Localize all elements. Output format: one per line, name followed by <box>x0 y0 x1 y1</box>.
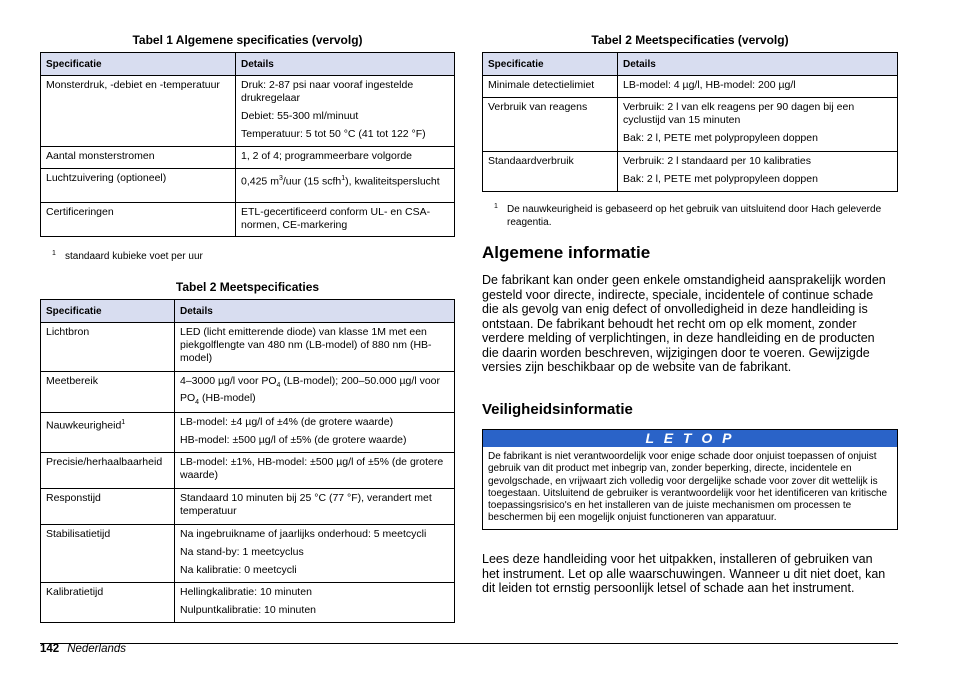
details-line: HB-model: ±500 µg/l of ±5% (de grotere waarde) <box>180 434 407 447</box>
spec-cell: Responstijd <box>41 489 175 525</box>
table-row <box>41 323 455 372</box>
column-header: Details <box>175 300 455 323</box>
details-line: Temperatuur: 5 tot 50 °C (41 tot 122 °F) <box>241 128 426 140</box>
details-cell <box>618 98 898 152</box>
details-line: Bak: 2 l, PETE met polypropyleen doppen <box>623 173 818 185</box>
spec-cell: Kalibratietijd <box>41 583 175 623</box>
caution-box <box>482 429 898 530</box>
details-cell: ETL-gecertificeerd conform UL- en CSA-normen, CE-markering <box>236 203 455 237</box>
details-line: Nulpuntkalibratie: 10 minuten <box>180 604 316 617</box>
superscript: 3 <box>278 175 283 182</box>
details-cell <box>618 152 898 192</box>
details-line: Debiet: 55-300 ml/minuut <box>241 110 359 122</box>
column-header: Specificatie <box>483 53 618 76</box>
details-cell <box>175 583 455 623</box>
safety-info-text: Lees deze handleiding voor het uitpakken, installeren of gebruiken van het instrument. Let op alle waarschuwingen. Wanneer u dit niet doet, kan dit leiden tot ernstig persoonlijk letsel of schade aan het instrument. <box>482 552 886 595</box>
table-row <box>41 489 455 525</box>
details-line: Na ingebruikname of jaarlijks onderhoud: 5 meetcycli <box>180 528 427 541</box>
caution-text: De fabrikant is niet verantwoordelijk voor enige schade door onjuist toepassen of onjuist gebruik van dit product met inbegrip van, zonder beperking, directe, incidentele en gevolgschade, en vrijwaart zich volledig voor dergelijke schade voor zover dit wettelijk is toegestaan. Uitsluitend de gebruiker is verantwoordelijk voor het identificeren van kritische toepassingsrisico's en het installeren van de juiste mechanismen om processen te beschermen bij een mogelijk onjuist functioneren van apparatuur. <box>488 451 888 524</box>
footer-language: Nederlands <box>67 643 127 655</box>
spec-cell: Standaardverbruik <box>483 152 618 192</box>
caution-title: L E T O P <box>483 430 897 447</box>
spec-cell: Verbruik van reagens <box>483 98 618 152</box>
subscript: 4 <box>195 399 200 407</box>
details-cell <box>175 525 455 583</box>
table-row <box>41 76 455 147</box>
table2-continued-caption: Tabel 2 Meetspecificaties (vervolg) <box>591 33 789 47</box>
spec-text: Nauwkeurigheid <box>46 419 122 432</box>
safety-info-heading: Veiligheidsinformatie <box>482 401 633 418</box>
details-cell <box>175 413 455 453</box>
details-cell: LB-model: ±1%, HB-model: ±500 µg/l of ±5% (de grotere waarde) <box>175 453 455 489</box>
general-info-text: De fabrikant kan onder geen enkele omstandigheid aansprakelijk worden gesteld voor directe, indirecte, speciale, incidentele of continue schade die als gevolg van enig defect of onvolledigheid in deze handleiding is ontstaan. De fabrikant behoudt het recht om op elk moment, zonder verdere melding of verplichtingen, in deze handleiding en de producten die daarin worden beschreven, wijzigingen door te voeren. Gewijzigde versies zijn beschikbaar op de website van de fabrikant. <box>482 273 886 374</box>
details-line: Hellingkalibratie: 10 minuten <box>180 586 312 599</box>
details-cell <box>236 76 455 147</box>
column-header: Specificatie <box>41 53 236 76</box>
table-header-row <box>483 53 898 76</box>
page-number: 142 <box>40 643 60 655</box>
measurement-specs-table <box>40 299 455 623</box>
details-cell <box>236 169 455 203</box>
details-cell: 1, 2 of 4; programmeerbare volgorde <box>236 147 455 169</box>
details-text: 4–3000 µg/l voor PO <box>180 375 277 387</box>
spec-cell: Certificeringen <box>41 203 236 237</box>
table-row <box>41 413 455 453</box>
spec-cell: Monsterdruk, -debiet en -temperatuur <box>41 76 236 147</box>
spec-cell: Precisie/herhaalbaarheid <box>41 453 175 489</box>
spec-cell: Luchtzuivering (optioneel) <box>41 169 236 203</box>
column-header: Details <box>236 53 455 76</box>
details-cell: LED (licht emitterende diode) van klasse 1M met een piekgolflengte van 480 nm (LB-model) of 880 nm (HB-model) <box>175 323 455 372</box>
table-row <box>41 203 455 237</box>
footer-divider <box>40 643 898 644</box>
column-header: Details <box>618 53 898 76</box>
table-row <box>41 525 455 583</box>
table-row <box>41 372 455 413</box>
general-specs-table <box>40 52 455 237</box>
details-text: (HB-model) <box>199 392 256 405</box>
table-header-row <box>41 300 455 323</box>
spec-cell: Lichtbron <box>41 323 175 372</box>
table-row <box>483 98 898 152</box>
details-text: 0,425 m <box>241 175 279 188</box>
details-text: (LB-model); 200–50.000 µg/l voor PO <box>180 375 440 405</box>
table2-caption: Tabel 2 Meetspecificaties <box>175 280 320 294</box>
details-cell <box>175 372 455 413</box>
details-cell: Standaard 10 minuten bij 25 °C (77 °F), verandert met temperatuur <box>175 489 455 525</box>
table-row <box>41 169 455 203</box>
details-line: Na stand-by: 1 meetcyclus <box>180 546 304 559</box>
table-row <box>41 147 455 169</box>
footnote-ref: 1 <box>341 175 346 182</box>
column-header: Specificatie <box>41 300 175 323</box>
table1-caption: Tabel 1 Algemene specificaties (vervolg) <box>132 33 363 47</box>
details-line: LB-model: ±4 µg/l of ±4% (de grotere waarde) <box>180 416 394 429</box>
footnote-mark: 1 <box>494 203 498 210</box>
footnote-ref: 1 <box>121 419 126 427</box>
table-row <box>41 583 455 623</box>
details-text: /uur (15 scfh <box>282 175 342 188</box>
details-line: Verbruik: 2 l standaard per 10 kalibraties <box>623 155 811 167</box>
measurement-specs-continued-table <box>482 52 898 192</box>
footnote-text: De nauwkeurigheid is gebaseerd op het gebruik van uitsluitend door Hach geleverde reagentia. <box>507 204 882 228</box>
footnote-mark: 1 <box>52 250 56 257</box>
table-row <box>483 152 898 192</box>
details-line: Na kalibratie: 0 meetcycli <box>180 564 297 577</box>
subscript: 4 <box>276 382 281 390</box>
table2-footnote <box>494 203 894 229</box>
details-line: Bak: 2 l, PETE met polypropyleen doppen <box>623 132 818 144</box>
spec-cell: Minimale detectielimiet <box>483 76 618 98</box>
table-row <box>483 76 898 98</box>
details-text: ), kwaliteitsperslucht <box>345 175 440 188</box>
general-info-heading: Algemene informatie <box>482 243 651 262</box>
details-line: Druk: 2-87 psi naar vooraf ingestelde drukregelaar <box>241 79 414 104</box>
spec-cell: Stabilisatietijd <box>41 525 175 583</box>
details-line: Verbruik: 2 l van elk reagens per 90 dagen bij een cyclustijd van 15 minuten <box>623 101 855 126</box>
page-footer <box>40 643 126 655</box>
table1-footnote <box>52 250 452 263</box>
table-header-row <box>41 53 455 76</box>
spec-cell: Meetbereik <box>41 372 175 413</box>
table-row <box>41 453 455 489</box>
footnote-text: standaard kubieke voet per uur <box>65 251 203 262</box>
details-cell: LB-model: 4 µg/l, HB-model: 200 µg/l <box>618 76 898 98</box>
spec-cell: Aantal monsterstromen <box>41 147 236 169</box>
spec-cell <box>41 413 175 453</box>
